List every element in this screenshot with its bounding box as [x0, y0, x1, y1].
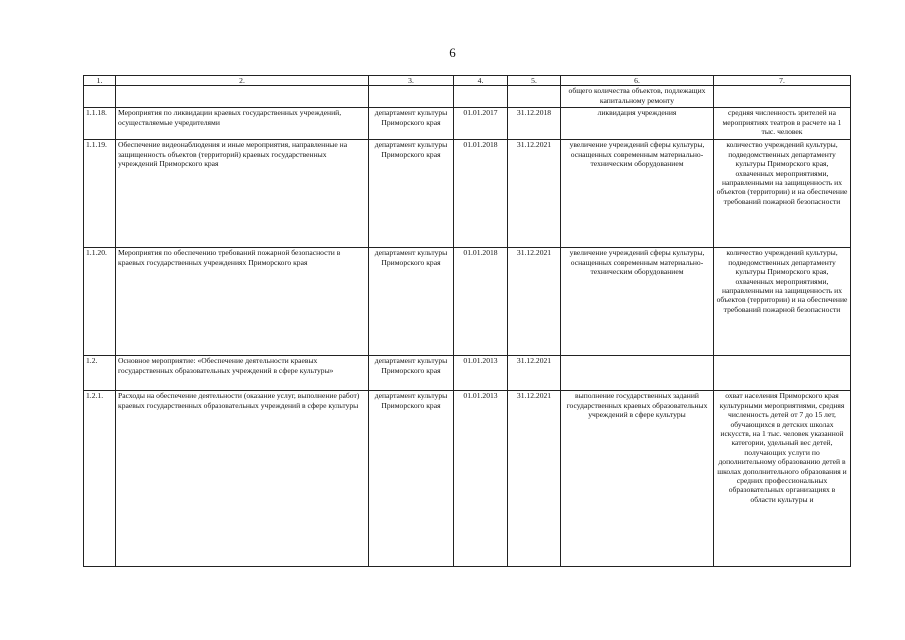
empty-cell: [116, 86, 369, 108]
expected-result: ликвидация учреждения: [561, 108, 714, 140]
program-measures-table: [83, 75, 851, 567]
column-header: 7.: [714, 76, 851, 86]
executor: департамент культуры Приморского края: [369, 140, 454, 248]
start-date: 01.01.2013: [454, 391, 508, 567]
column-header: 5.: [508, 76, 561, 86]
result-cell: общего количества объектов, подлежащих капитальному ремонту: [561, 86, 714, 108]
executor: департамент культуры Приморского края: [369, 356, 454, 391]
column-header: 3.: [369, 76, 454, 86]
row-number: 1.1.18.: [84, 108, 116, 140]
executor: департамент культуры Приморского края: [369, 108, 454, 140]
indicator: количество учреждений культуры, подведомственных департаменту культуры Приморского края, охваченных мероприятиями, направленными на защищенность их объектов (территории) и на обеспечение требований пожарной безопасности: [714, 248, 851, 356]
empty-cell: [369, 86, 454, 108]
indicator: охват населения Приморского края культурными мероприятиями, средняя численность детей от 7 до 15 лет, обучающихся в детских школах искусств, на 1 тыс. человек указанной категории, удельный вес детей, получающих услуги по дополнительному образованию детей в школах дополнительного образования и средних профессиональных образовательных организациях в области культуры и: [714, 391, 851, 567]
start-date: 01.01.2013: [454, 356, 508, 391]
measure-name: Мероприятия по ликвидации краевых государственных учреждений, осуществляемые учредителями: [116, 108, 369, 140]
column-header: 4.: [454, 76, 508, 86]
table-row: [84, 140, 851, 248]
end-date: 31.12.2018: [508, 108, 561, 140]
table-row: [84, 356, 851, 391]
row-number: 1.1.19.: [84, 140, 116, 248]
start-date: 01.01.2018: [454, 140, 508, 248]
page-number: 6: [449, 45, 456, 60]
table-row: [84, 248, 851, 356]
continuation-row: [84, 86, 851, 108]
row-number: 1.2.: [84, 356, 116, 391]
indicator: средняя численность зрителей на мероприятиях театров в расчете на 1 тыс. человек: [714, 108, 851, 140]
table-row: [84, 108, 851, 140]
empty-cell: [714, 86, 851, 108]
measure-name: Мероприятия по обеспечению требований пожарной безопасности в краевых государственных учреждениях Приморского края: [116, 248, 369, 356]
measure-name: Расходы на обеспечение деятельности (оказание услуг, выполнение работ) краевых государственных образовательных учреждений в сфере культуры: [116, 391, 369, 567]
end-date: 31.12.2021: [508, 248, 561, 356]
expected-result: увеличение учреждений сферы культуры, оснащенных современным материально-техническим оборудованием: [561, 140, 714, 248]
measure-name: Основное мероприятие: «Обеспечение деятельности краевых государственных образовательных учреждений в сфере культуры»: [116, 356, 369, 391]
executor: департамент культуры Приморского края: [369, 248, 454, 356]
empty-cell: [84, 86, 116, 108]
indicator: [714, 356, 851, 391]
start-date: 01.01.2018: [454, 248, 508, 356]
end-date: 31.12.2021: [508, 356, 561, 391]
expected-result: выполнение государственных заданий государственных краевых образовательных учреждений в сфере культуры: [561, 391, 714, 567]
end-date: 31.12.2021: [508, 391, 561, 567]
column-header: 1.: [84, 76, 116, 86]
table-header-row: [84, 76, 851, 86]
column-header: 2.: [116, 76, 369, 86]
expected-result: увеличение учреждений сферы культуры, оснащенных современным материально-техническим оборудованием: [561, 248, 714, 356]
column-header: 6.: [561, 76, 714, 86]
empty-cell: [508, 86, 561, 108]
indicator: количество учреждений культуры, подведомственных департаменту культуры Приморского края, охваченных мероприятиями, направленными на защищенность их объектов (территории) и на обеспечение требований пожарной безопасности: [714, 140, 851, 248]
row-number: 1.2.1.: [84, 391, 116, 567]
empty-cell: [454, 86, 508, 108]
row-number: 1.1.20.: [84, 248, 116, 356]
end-date: 31.12.2021: [508, 140, 561, 248]
table-row: [84, 391, 851, 567]
measure-name: Обеспечение видеонаблюдения и иные мероприятия, направленные на защищенность объектов (территорий) краевых государственных учреждений Приморского края: [116, 140, 369, 248]
expected-result: [561, 356, 714, 391]
start-date: 01.01.2017: [454, 108, 508, 140]
executor: департамент культуры Приморского края: [369, 391, 454, 567]
